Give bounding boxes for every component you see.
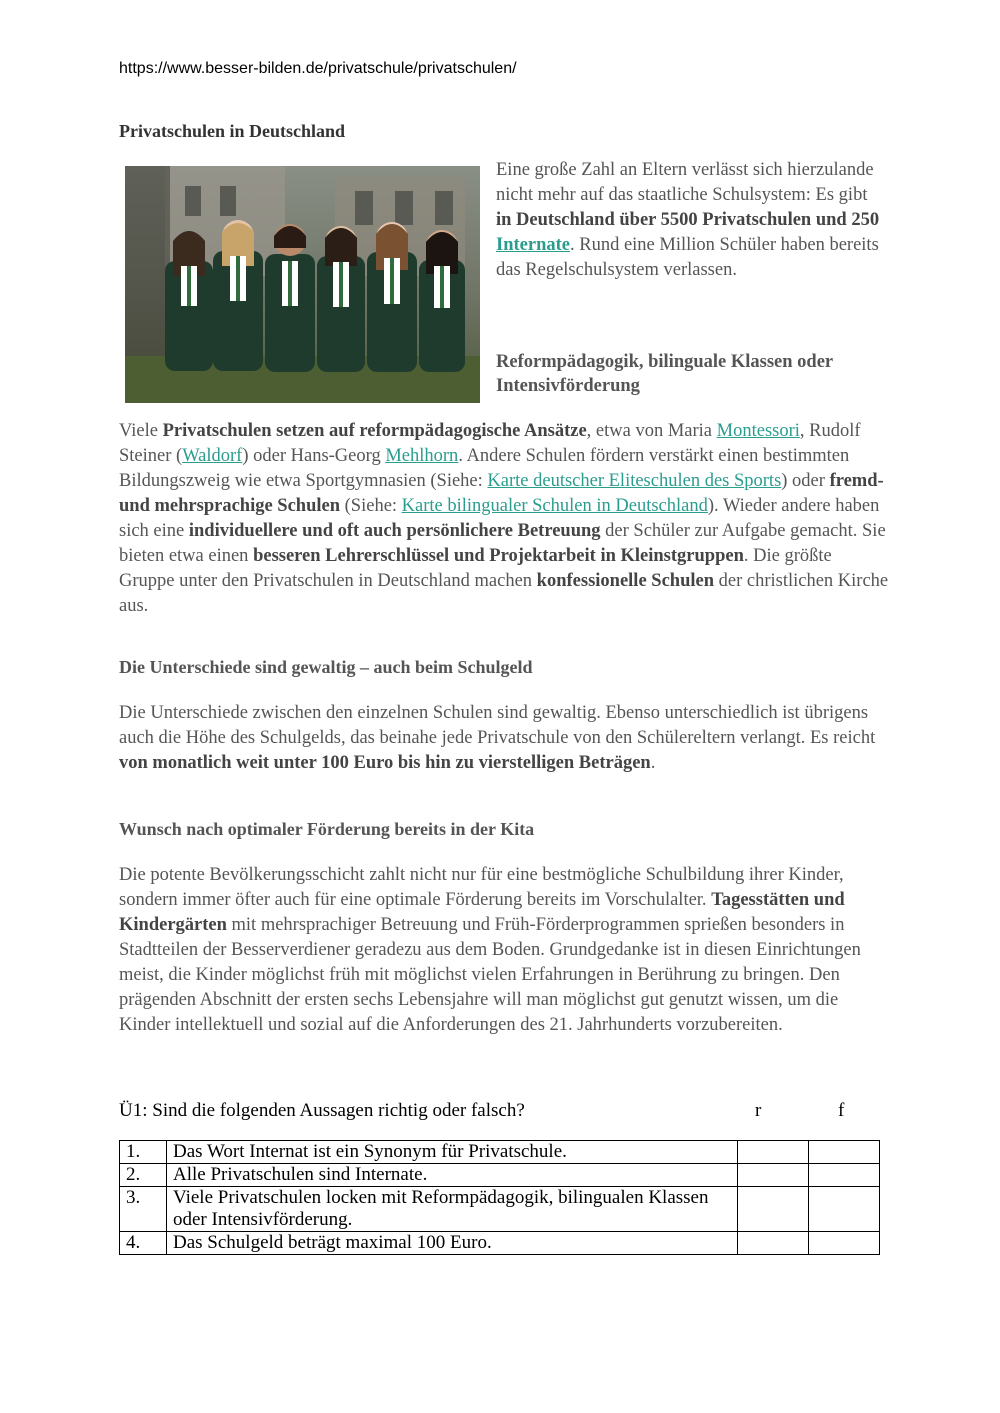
answer-cell-richtig[interactable] bbox=[738, 1187, 809, 1232]
answer-cell-falsch[interactable] bbox=[809, 1164, 880, 1187]
row-number: 3. bbox=[120, 1187, 167, 1232]
table-row bbox=[120, 1187, 880, 1232]
link-internate[interactable]: Internate bbox=[496, 235, 570, 255]
link-montessori[interactable]: Montessori bbox=[716, 421, 800, 441]
answer-cell-richtig[interactable] bbox=[738, 1232, 809, 1255]
intro-paragraph: Eine große Zahl an Eltern verlässt sich hierzulande nicht mehr auf das staatliche Schulsystem: Es gibt in Deutschland über 5500 Privatschulen und 250 Internate. Rund eine Million Schüler haben bereits das Regelschulsystem verlassen. bbox=[496, 160, 880, 280]
table-row bbox=[120, 1164, 880, 1187]
link-mehlhorn[interactable]: Mehlhorn bbox=[385, 446, 459, 466]
row-number: 4. bbox=[120, 1232, 167, 1255]
students-photo bbox=[125, 166, 480, 403]
row-number: 1. bbox=[120, 1141, 167, 1164]
table-row bbox=[120, 1232, 880, 1255]
page-title: Privatschulen in Deutschland bbox=[119, 121, 346, 141]
link-bilinguale-schulen-karte[interactable]: Karte bilingualer Schulen in Deutschland bbox=[401, 496, 708, 516]
statement-text: Das Schulgeld beträgt maximal 100 Euro. bbox=[167, 1232, 738, 1255]
link-waldorf[interactable]: Waldorf bbox=[182, 446, 243, 466]
schulgeld-heading: Die Unterschiede sind gewaltig – auch beim Schulgeld bbox=[119, 657, 533, 677]
kita-heading: Wunsch nach optimaler Förderung bereits in der Kita bbox=[119, 819, 535, 839]
students-photo-illustration bbox=[125, 166, 480, 403]
column-richtig-label: r bbox=[755, 1100, 762, 1121]
statement-text: Alle Privatschulen sind Internate. bbox=[167, 1164, 738, 1187]
answer-cell-falsch[interactable] bbox=[809, 1187, 880, 1232]
table-row bbox=[120, 1141, 880, 1164]
answer-cell-richtig[interactable] bbox=[738, 1141, 809, 1164]
link-eliteschulen-karte[interactable]: Karte deutscher Eliteschulen des Sports bbox=[487, 471, 782, 491]
exercise-title: Ü1: Sind die folgenden Aussagen richtig oder falsch? bbox=[119, 1100, 525, 1121]
answer-cell-falsch[interactable] bbox=[809, 1141, 880, 1164]
statement-text: Das Wort Internat ist ein Synonym für Privatschule. bbox=[167, 1141, 738, 1164]
schulgeld-paragraph: Die Unterschiede zwischen den einzelnen Schulen sind gewaltig. Ebenso unterschiedlich ist übrigens auch die Höhe des Schulgelds, das beinahe jede Privatschule von den Schülereltern verlangt. Es reicht von monatlich weit unter 100 Euro bis hin zu vierstelligen Beträgen. bbox=[119, 703, 876, 773]
reform-paragraph: Viele Privatschulen setzen auf reformpädagogische Ansätze, etwa von Maria Montessori, Rudolf Steiner (Waldorf) oder Hans-Georg Mehlhorn. Andere Schulen fördern verstärkt einen bestimmten Bildungszweig wie etwa Sportgymnasien (Siehe: Karte deutscher Eliteschulen des Sports) oder fremd- und mehrsprachige Schulen (Siehe: Karte bilingualer Schulen in Deutschland). Wieder andere haben sich eine individuellere und oft auch persönlichere Betreuung der Schüler zur Aufgabe gemacht. Sie bieten etwa einen besseren Lehrerschlüssel und Projektarbeit in Kleinstgruppen. Die größte Gruppe unter den Privatschulen in Deutschland machen konfessionelle Schulen der christlichen Kirche aus. bbox=[119, 421, 889, 616]
statement-text: Viele Privatschulen locken mit Reformpädagogik, bilingualen Klassen oder Intensivförderung. bbox=[167, 1187, 738, 1232]
column-falsch-label: f bbox=[838, 1100, 845, 1121]
true-false-table bbox=[119, 1140, 880, 1255]
answer-cell-richtig[interactable] bbox=[738, 1164, 809, 1187]
row-number: 2. bbox=[120, 1164, 167, 1187]
kita-paragraph: Die potente Bevölkerungsschicht zahlt nicht nur für eine bestmögliche Schulbildung ihrer Kinder, sondern immer öfter auch für eine optimale Förderung bereits im Vorschulalter. Tagesstätten und Kindergärten mit mehrsprachiger Betreuung und Früh-Förderprogrammen sprießen besonders in Stadtteilen der Besserverdiener geradezu aus dem Boden. Grundgedanke ist in diesen Einrichtungen meist, die Kinder möglichst früh mit möglichst vielen Erfahrungen in Berührung zu bringen. Den prägenden Abschnitt der ersten sechs Lebensjahre will man möglichst gut genutzt wissen, um die Kinder intellektuell und sozial auf die Anforderungen des 21. Jahrhunderts vorzubereiten. bbox=[119, 865, 861, 1035]
answer-cell-falsch[interactable] bbox=[809, 1232, 880, 1255]
reform-heading: Reformpädagogik, bilinguale Klassen oder Intensivförderung bbox=[496, 352, 833, 396]
source-url: https://www.besser-bilden.de/privatschule/privatschulen/ bbox=[119, 60, 517, 77]
